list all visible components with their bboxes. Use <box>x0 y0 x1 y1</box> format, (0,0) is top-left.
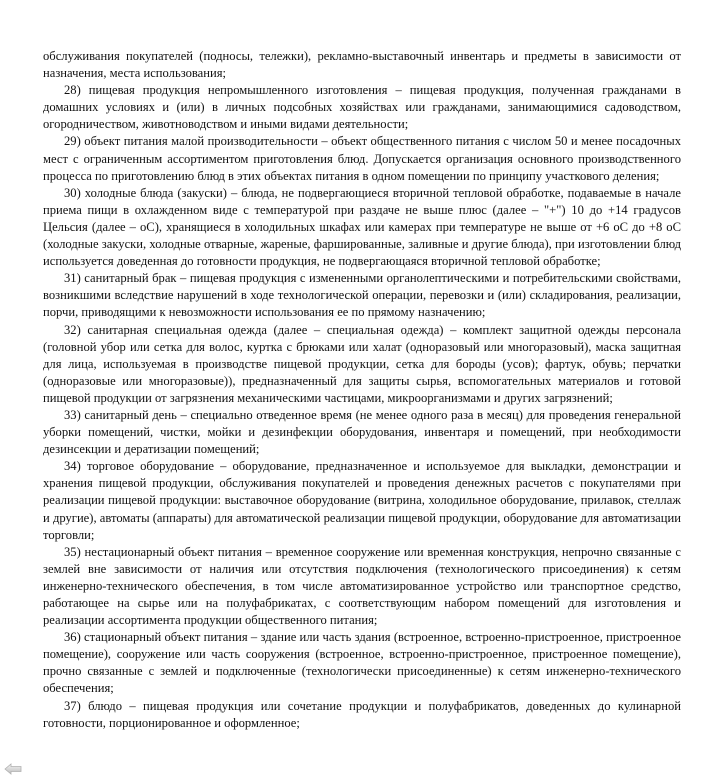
document-body <box>43 48 681 732</box>
paragraph-29: 29) объект питания малой производительности – объект общественного питания с числом 50 и менее посадочных мест с ограниченным ассортиментом приготовления блюд. Допускается организация основного производственного процесса по приготовлению блюд в этих объектах питания в одном помещении по принципу участкового деления; <box>43 134 681 183</box>
paragraph-30: 30) холодные блюда (закуски) – блюда, не подвергающиеся вторичной тепловой обработке, подаваемые в начале приема пищи в охлажденном виде с температурой при раздаче не выше плюс (далее – "+") 10 до +14 градусов Цельсия (далее – оС), хранящиеся в холодильных шкафах или камерах при температуре не выше от +6 оС до +8 оС (холодные закуски, холодные отварные, жареные, фаршированные, заливные и другие блюда), при изготовлении блюд используется доведенная до готовности продукция, не подвергающаяся вторичной тепловой обработке; <box>43 185 681 269</box>
paragraph-33: 33) санитарный день – специально отведенное время (не менее одного раза в месяц) для проведения генеральной уборки помещений, чистки, мойки и дезинфекции оборудования, инвентаря и помещений, при необходимости дезинсекции и дератизации помещений; <box>43 407 681 457</box>
paragraph-32: 32) санитарная специальная одежда (далее – специальная одежда) – комплект защитной одежды персонала (головной убор или сетка для волос, куртка с брюками или халат (одноразовый или многоразовый), маска защитная для лица, используемая в производстве пищевой продукции, сетка для бороды (усов); фартук, обувь; перчатки (одноразовые или многоразовые)), предназначенный для защиты сырья, вспомогательных материалов и готовой пищевой продукции от загрязнения механическими частицами, микроорганизмами и других загрязнений; <box>43 322 681 405</box>
paragraph-continuation: обслуживания покупателей (подносы, тележки), рекламно-выставочный инвентарь и предметы в зависимости от назначения, места использования; <box>43 49 681 81</box>
arrow-left-icon <box>4 763 22 775</box>
back-button[interactable] <box>4 762 22 774</box>
paragraph-36: 36) стационарный объект питания – здание или часть здания (встроенное, встроенно-пристроенное, пристроенное помещение), сооружение или часть сооружения (встроенное, встроенно-пристроенное, пристроенное помещение), прочно связанные с землей и подключенные (технологически присоединенные) к сетям инженерно-технического обеспечения; <box>43 630 681 696</box>
paragraph-37: 37) блюдо – пищевая продукция или сочетание продукции и полуфабрикатов, доведенных до кулинарной готовности, порционированное и оформленное; <box>43 698 681 730</box>
paragraph-34: 34) торговое оборудование – оборудование, предназначенное и используемое для выкладки, демонстрации и хранения пищевой продукции, обслуживания покупателей и проведения денежных расчетов с покупателями при реализации пищевой продукции: выставочное оборудование (витрина, холодильное оборудование, прилавок, стеллаж и другие), автоматы (аппараты) для автоматической реализации пищевой продукции, оборудование для автоматизации торговли; <box>43 459 681 542</box>
paragraph-31: 31) санитарный брак – пищевая продукция с измененными органолептическими и потребительскими свойствами, возникшими вследствие нарушений в ходе технологической операции, перевозки и (или) складирования, реализации, порчи, приводящими к невозможности использования ее по прямому назначению; <box>43 271 681 320</box>
paragraph-28: 28) пищевая продукция непромышленного изготовления – пищевая продукция, полученная гражданами в домашних условиях и (или) в личных подсобных хозяйствах или гражданами, занимающимися садоводством, огородничеством, животноводством и иными видами деятельности; <box>43 83 681 132</box>
paragraph-35: 35) нестационарный объект питания – временное сооружение или временная конструкция, непрочно связанные с землей вне зависимости от наличия или отсутствия подключения (технологического присоединения) к сетям инженерно-технического обеспечения, в том числе автоматизированное устройство или транспортное средство, работающее на сырье или на полуфабрикатах, с соответствующим набором помещений для изготовления и реализации ассортимента продукции общественного питания; <box>43 544 681 628</box>
